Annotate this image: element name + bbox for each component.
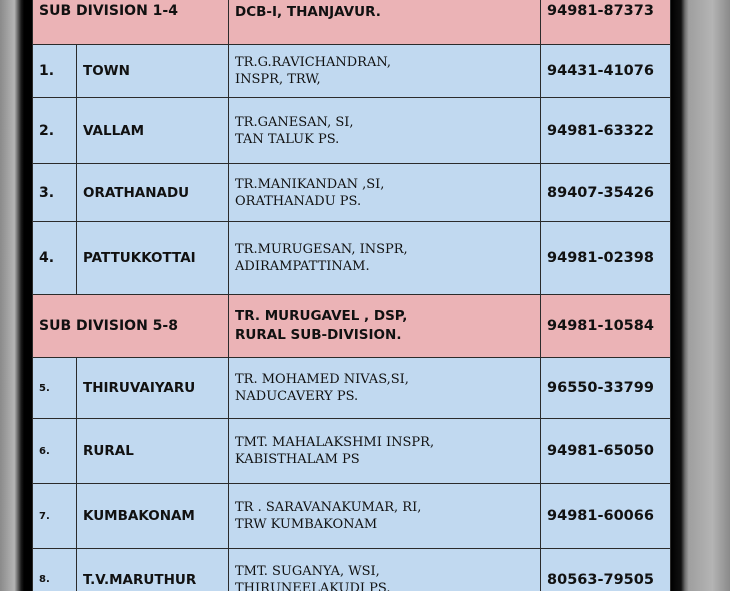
phone-cell: 80563-79505 (541, 549, 671, 591)
officer-line: DCB-I, THANJAVUR. (235, 4, 381, 20)
officer-cell (229, 419, 541, 484)
sub-division-label: SUB DIVISION 5-8 (33, 295, 229, 358)
officer-line: TR.MURUGESAN, INSPR, (235, 242, 408, 257)
officer-cell (229, 164, 541, 222)
table-row (33, 45, 671, 98)
phone-cell: 89407-35426 (541, 164, 671, 222)
station-name: KUMBAKONAM (77, 484, 229, 549)
screen-frame-right (671, 0, 730, 591)
contact-table (32, 0, 671, 591)
officer-cell (229, 45, 541, 98)
officer-line: TAN TALUK PS. (235, 131, 340, 147)
officer-line: RURAL SUB-DIVISION. (235, 327, 402, 343)
officer-line: ADIRAMPATTINAM. (235, 259, 370, 274)
station-name: T.V.MARUTHUR (77, 549, 229, 591)
station-name: VALLAM (77, 98, 229, 164)
table-row (33, 419, 671, 484)
phone-cell: 94981-02398 (541, 222, 671, 295)
officer-cell (229, 98, 541, 164)
row-number: 6. (33, 419, 77, 484)
section-header-row (33, 0, 671, 45)
table-row (33, 549, 671, 591)
phone-cell: 94981-63322 (541, 98, 671, 164)
officer-line: INSPR, TRW, (235, 72, 321, 87)
phone-cell: 96550-33799 (541, 358, 671, 419)
officer-line: TMT. MAHALAKSHMI INSPR, (235, 435, 435, 450)
phone-cell: 94981-65050 (541, 419, 671, 484)
officer-cell (229, 0, 541, 45)
row-number: 7. (33, 484, 77, 549)
station-name: RURAL (77, 419, 229, 484)
row-number: 3. (33, 164, 77, 222)
officer-line: NADUCAVERY PS. (235, 389, 359, 404)
station-name: PATTUKKOTTAI (77, 222, 229, 295)
officer-cell (229, 222, 541, 295)
station-name: TOWN (77, 45, 229, 98)
table-row (33, 222, 671, 295)
officer-line: TMT. SUGANYA, WSI, (235, 563, 380, 579)
officer-line: TR . SARAVANAKUMAR, RI, (235, 500, 422, 515)
screen-frame-left (0, 0, 24, 591)
officer-line: TR.GANESAN, SI, (235, 114, 354, 130)
row-number: 1. (33, 45, 77, 98)
table-row (33, 98, 671, 164)
officer-line: TR.MANIKANDAN ,SI, (235, 176, 385, 192)
row-number: 5. (33, 358, 77, 419)
officer-cell (229, 358, 541, 419)
phone-cell: 94981-10584 (541, 295, 671, 358)
table-row (33, 484, 671, 549)
station-name: THIRUVAIYARU (77, 358, 229, 419)
row-number: 8. (33, 549, 77, 591)
sub-division-label: SUB DIVISION 1-4 (33, 0, 229, 45)
row-number: 2. (33, 98, 77, 164)
station-name: ORATHANADU (77, 164, 229, 222)
officer-line: TR.G.RAVICHANDRAN, (235, 55, 392, 70)
table-row (33, 358, 671, 419)
section-header-row (33, 295, 671, 358)
officer-cell (229, 295, 541, 358)
phone-cell: 94981-87373 (541, 0, 671, 45)
officer-line: TR. MOHAMED NIVAS,SI, (235, 372, 409, 387)
officer-line: THIRUNEELAKUDI PS. (235, 580, 391, 591)
document-photo (24, 0, 671, 591)
officer-line: ORATHANADU PS. (235, 193, 362, 209)
officer-line: KABISTHALAM PS (235, 452, 360, 467)
officer-cell (229, 549, 541, 591)
phone-cell: 94981-60066 (541, 484, 671, 549)
officer-cell (229, 484, 541, 549)
table-row (33, 164, 671, 222)
phone-cell: 94431-41076 (541, 45, 671, 98)
officer-line: TRW KUMBAKONAM (235, 517, 378, 532)
officer-line: TR. MURUGAVEL , DSP, (235, 308, 408, 324)
row-number: 4. (33, 222, 77, 295)
